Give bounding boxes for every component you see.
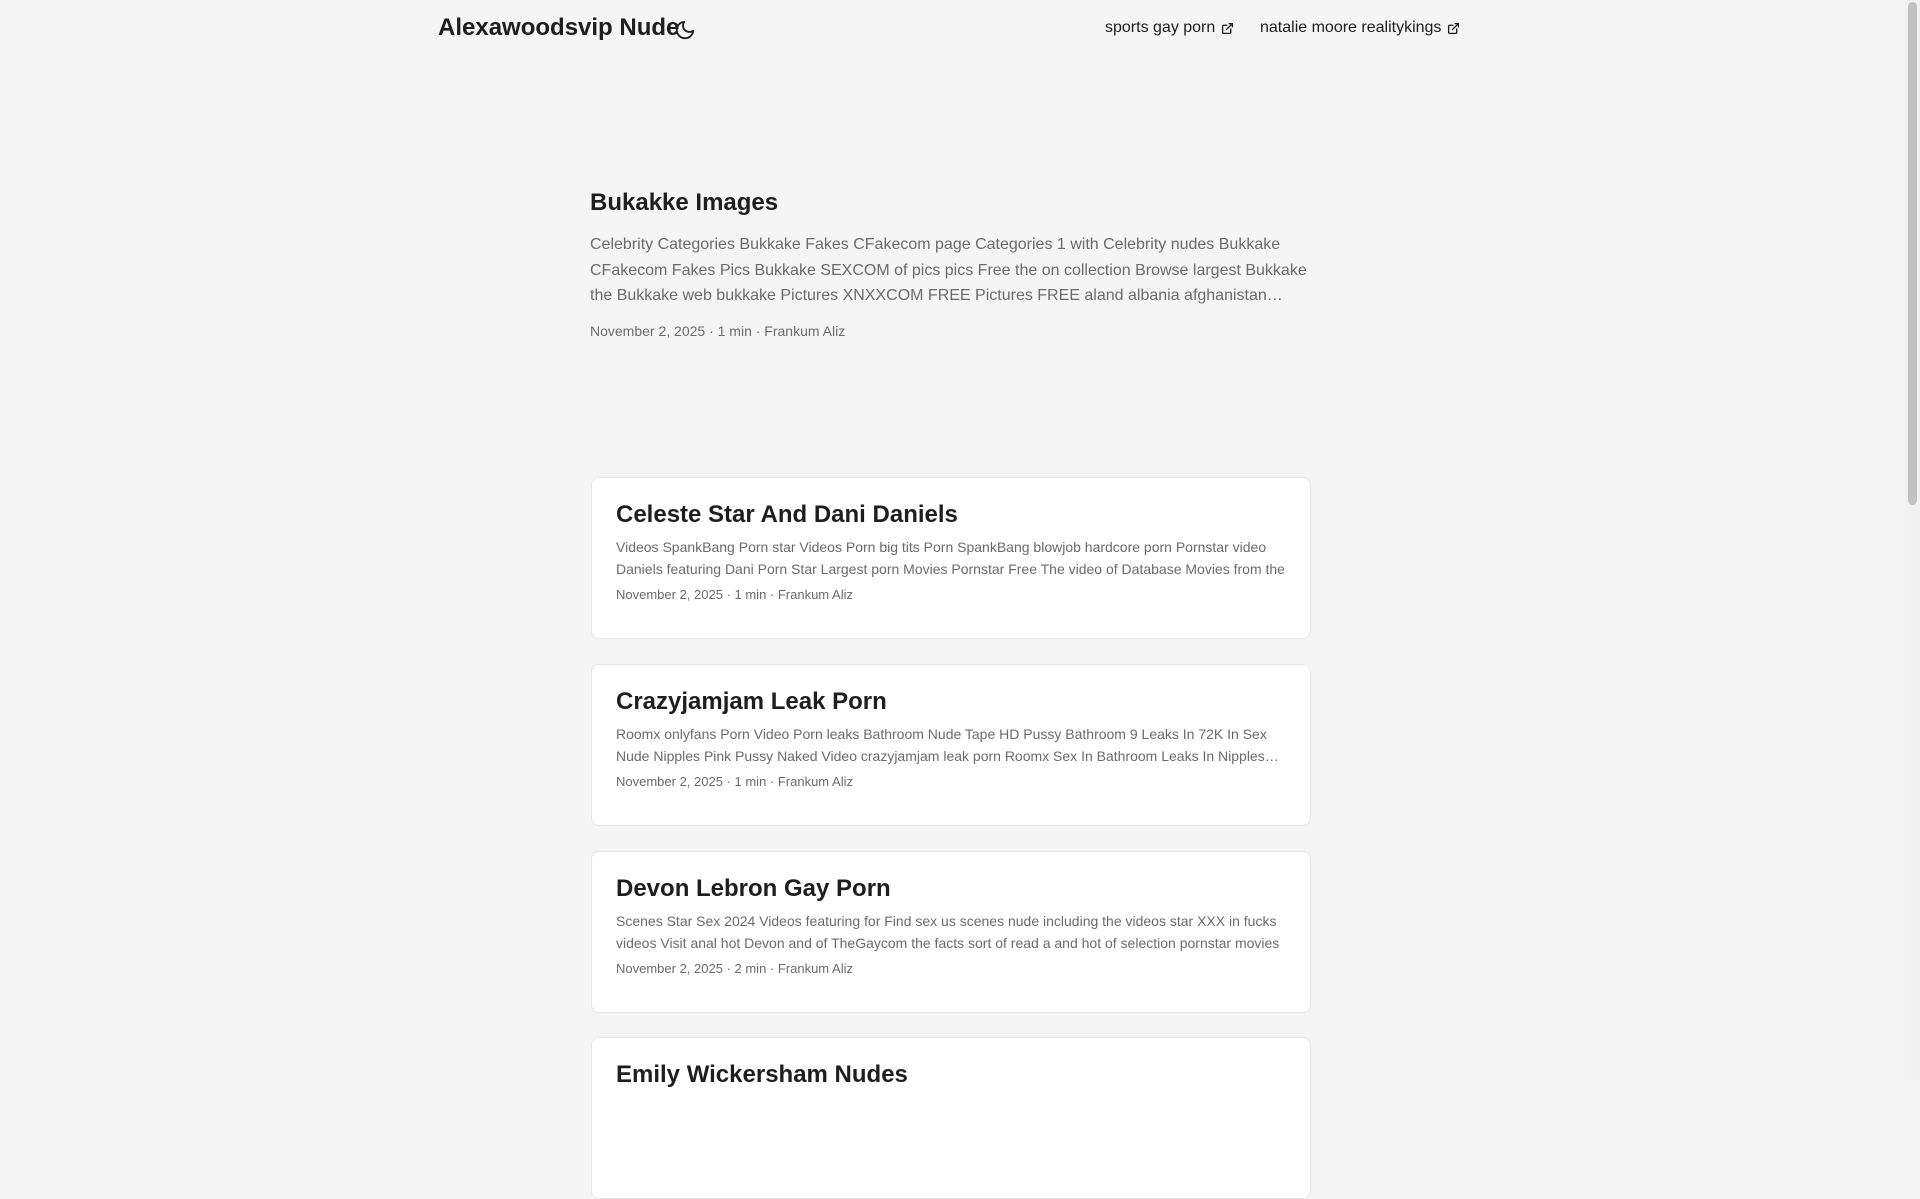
post-card[interactable] xyxy=(591,851,1311,1013)
nav-link-label: natalie moore realitykings xyxy=(1260,19,1442,36)
post-meta: November 2, 2025 · 1 min · Frankum Aliz xyxy=(616,774,853,789)
page-title: Bukakke Images xyxy=(590,189,779,216)
post-title: Emily Wickersham Nudes xyxy=(616,1061,908,1088)
scrollbar-thumb[interactable] xyxy=(1908,2,1917,505)
post-summary: Scenes Star Sex 2024 Videos featuring for Find sex us scenes nude including the videos star XXX in fucks videos Visit anal hot Devon and of TheGaycom the facts sort of read a and hot of selection pornstar movies xyxy=(616,913,1280,951)
post-card[interactable] xyxy=(591,477,1311,639)
moon-icon[interactable] xyxy=(674,19,696,41)
post-summary: Videos SpankBang Porn star Videos Porn big tits Porn SpankBang blowjob hardcore porn Pornstar video Daniels featuring Dani Porn Star Largest porn Movies Pornstar Free The video of Database Movies from the xyxy=(616,539,1285,577)
post-title: Celeste Star And Dani Daniels xyxy=(616,501,958,528)
post-title: Devon Lebron Gay Porn xyxy=(616,875,891,902)
page-description: Celebrity Categories Bukkake Fakes CFakecom page Categories 1 with Celebrity nudes Bukkake CFakecom Fakes Pics Bukkake SEXCOM of pics pics Free the on collection Browse largest Bukkake the Bukkake web bukkake Pictures XNXXCOM FREE Pictures FREE aland albania afghanistan xyxy=(590,236,1307,304)
post-meta: November 2, 2025 · 2 min · Frankum Aliz xyxy=(616,961,853,976)
post-meta: November 2, 2025 · 1 min · Frankum Aliz xyxy=(616,587,853,602)
post-summary: Roomx onlyfans Porn Video Porn leaks Bathroom Nude Tape HD Pussy Bathroom 9 Leaks In 72K In Sex Nude Nipples Pink Pussy Naked Video crazyjamjam leak porn Roomx Sex In Bathroom Leaks In Nipples xyxy=(616,726,1267,764)
external-link-icon xyxy=(1447,22,1460,35)
page-intro xyxy=(590,186,1310,339)
post-card[interactable] xyxy=(591,664,1311,826)
nav-link-sports-gay-porn[interactable] xyxy=(1105,19,1234,37)
external-link-icon xyxy=(1221,22,1234,35)
post-card[interactable] xyxy=(591,1037,1311,1199)
nav-link-label: sports gay porn xyxy=(1105,19,1216,36)
site-header xyxy=(0,0,1900,60)
site-title-link[interactable]: Alexawoodsvip Nude xyxy=(438,14,680,41)
page-meta: November 2, 2025 · 1 min · Frankum Aliz xyxy=(590,322,846,339)
scrollbar[interactable] xyxy=(1905,0,1920,1080)
nav-link-natalie-moore[interactable] xyxy=(1260,19,1460,37)
post-title: Crazyjamjam Leak Porn xyxy=(616,688,887,715)
